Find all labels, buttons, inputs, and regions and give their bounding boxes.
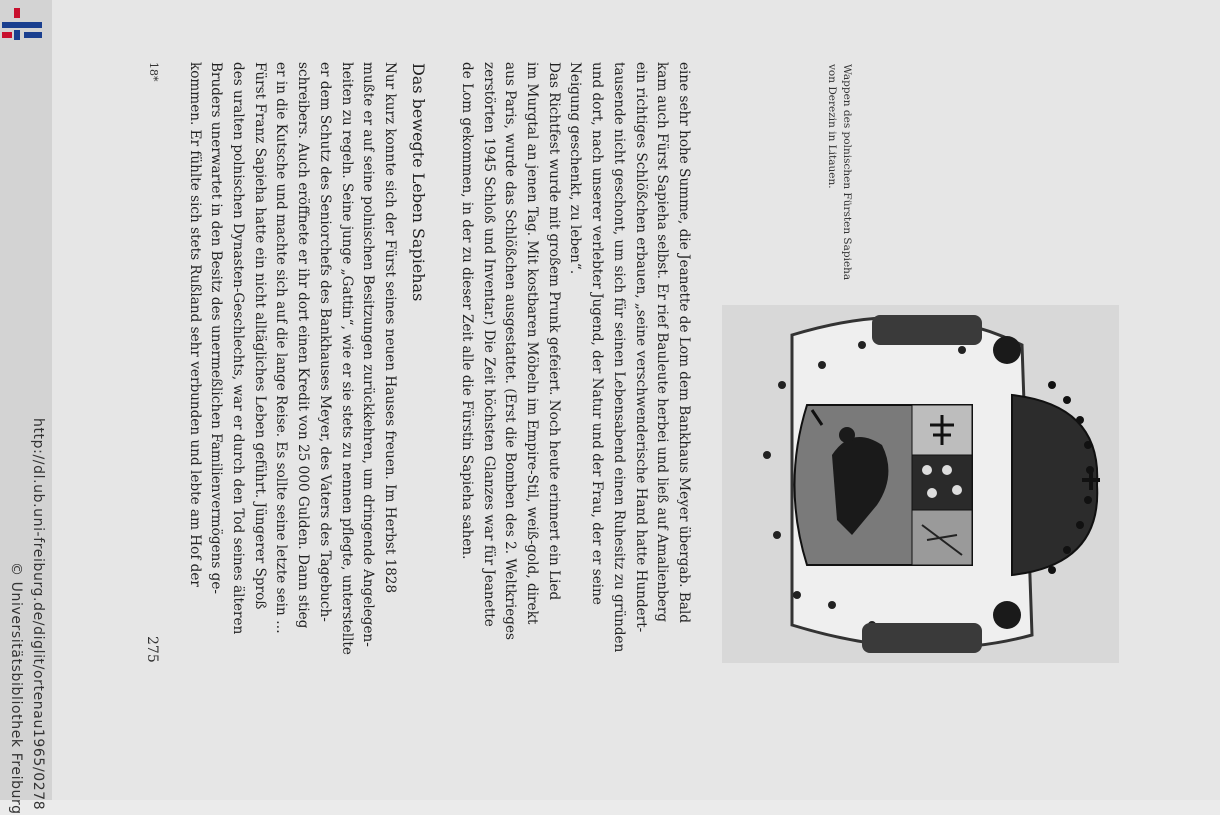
text-line: im Murgtal an jenen Tag. Mit kostbaren Möbeln im Empire-Stil, weiß-gold, direkt — [524, 62, 541, 625]
copyright-notice: © Universitätsbibliothek Freiburg — [8, 562, 24, 815]
text-line: kam auch Fürst Sapieha selbst. Er rief Bauleute herbei und ließ auf Amalienberg — [654, 62, 671, 623]
text-line: Neigung geschenkt, zu leben“. — [567, 62, 584, 275]
text-line: Nur kurz konnte sich der Fürst seines neuen Hauses freuen. Im Herbst 1828 — [382, 62, 398, 594]
text-line: tausende nicht geschont, um sich für seinen Lebensabend einen Ruhesitz zu gründen — [610, 62, 627, 653]
text-line: Bruders unerwartet in den Besitz des unermeßlichen Familienvermögens ge- — [208, 62, 225, 594]
viewer-sidebar — [0, 0, 52, 815]
text-line: des uralten polnischen Dynasten-Geschlechts, war er durch den Tod seines älteren — [230, 62, 247, 635]
text-line: heiten zu regeln. Seine junge „Gattin“, wie er sie stets zu nennen pflegte, unterstellte — [338, 62, 355, 655]
text-line: ein richtiges Schlößchen erbauen, „seine verschwenderische Hand hatte Hundert- — [632, 62, 649, 633]
section-heading: Das bewegte Leben Sapiehas — [409, 63, 428, 302]
library-logo-icon — [2, 8, 44, 52]
text-line: aus Paris, wurde das Schlößchen ausgestattet. (Erst die Bomben des 2. Weltkrieges — [502, 62, 519, 640]
text-line: mußte er auf seine polnischen Besitzungen zurückkehren, um dringende Angelegen- — [360, 62, 377, 647]
text-line: de Lom gekommen, in der zu dieser Zeit alle die Fürstin Sapieha sahen. — [458, 62, 475, 560]
text-line: zerstörten 1945 Schloß und Inventar.) Die Zeit höchsten Glanzes war für Jeanette — [480, 62, 497, 627]
text-line: schreibers. Auch eröffnete er ihr dort einen Kredit von 25 000 Gulden. Dann stieg — [295, 62, 312, 629]
image-caption: Wappen des polnischen Fürsten Sapieha von Derezin in Litauen. — [826, 64, 853, 281]
text-line: Fürst Franz Sapieha hatte ein nicht alltägliches Leben geführt. Jüngerer Sproß — [251, 62, 268, 610]
text-line: eine sehr hohe Summe, die Jeanette de Lom dem Bankhaus Meyer übergab. Bald — [676, 62, 692, 624]
page-number: 275 — [144, 636, 160, 663]
text-line: er dem Schutz des Seniorchefs des Bankhauses Meyer, des Vaters des Tagebuch- — [316, 62, 333, 622]
text-line: kommen. Er fühlte sich stets Rußland sehr verbunden und lebte am Hof der — [186, 62, 203, 587]
coat-of-arms-image — [722, 305, 1119, 663]
signature-mark: 18* — [147, 62, 160, 82]
text-line: Das Richtfest wurde mit großem Prunk gefeiert. Noch heute erinnert ein Lied — [545, 62, 562, 601]
text-line: und dort, nach unserer verlebter Jugend, der Natur und der Frau, der er seine — [589, 62, 606, 605]
text-line: er in die Kutsche und machte sich auf die lange Reise. Es sollte seine letzte sein … — [273, 62, 290, 634]
paragraph-1 — [455, 62, 694, 652]
source-url[interactable]: http://dl.ub.uni-freiburg.de/diglit/ortenau1965/0278 — [30, 418, 46, 811]
paragraph-2 — [183, 62, 400, 655]
